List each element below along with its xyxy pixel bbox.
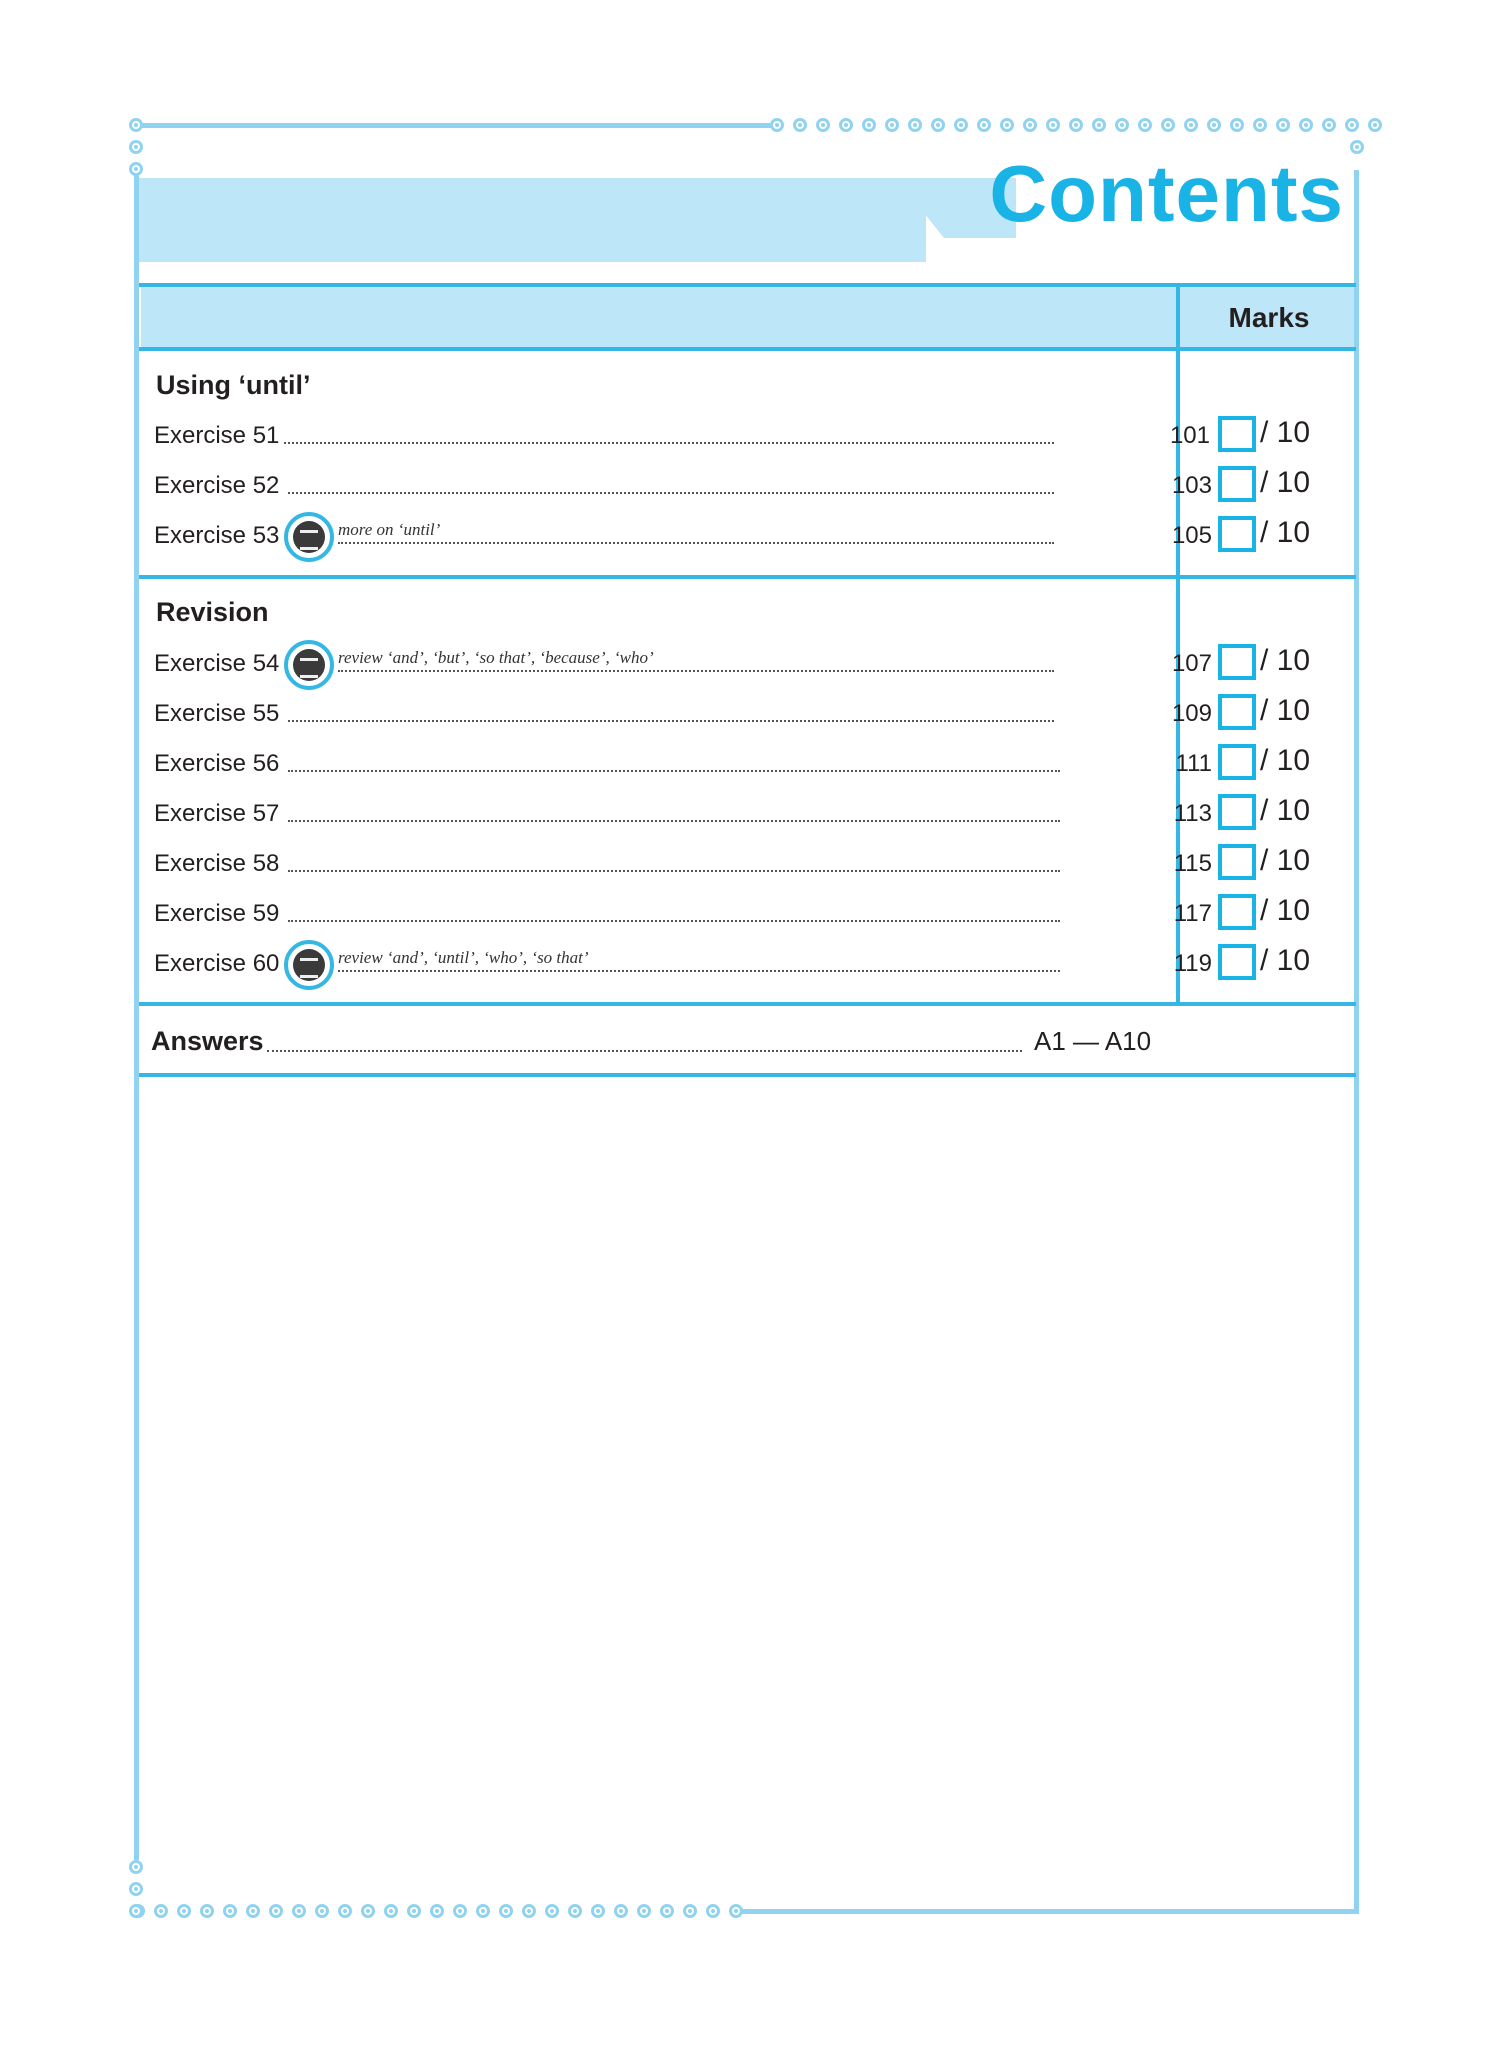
frame-top-line bbox=[136, 123, 771, 128]
frame-dots-top bbox=[770, 118, 1382, 132]
table-header-band bbox=[141, 287, 1354, 349]
page-number: 117 bbox=[1173, 900, 1212, 927]
frame-dot bbox=[614, 1904, 628, 1918]
mark-entry[interactable] bbox=[1218, 944, 1338, 984]
frame-dot bbox=[246, 1904, 260, 1918]
marks-column-title: Marks bbox=[1228, 302, 1310, 333]
frame-dot bbox=[1046, 118, 1060, 132]
mark-checkbox[interactable] bbox=[1218, 644, 1256, 680]
page-number: 105 bbox=[1171, 522, 1212, 549]
frame-dot bbox=[1276, 118, 1290, 132]
frame-dot bbox=[269, 1904, 283, 1918]
review-badge-icon bbox=[284, 940, 334, 990]
frame-dot bbox=[660, 1904, 674, 1918]
frame-dot bbox=[545, 1904, 559, 1918]
frame-dot bbox=[954, 118, 968, 132]
frame-dot bbox=[522, 1904, 536, 1918]
frame-dot bbox=[223, 1904, 237, 1918]
toc-row[interactable] bbox=[154, 696, 1212, 736]
frame-dot bbox=[292, 1904, 306, 1918]
mark-checkbox[interactable] bbox=[1218, 894, 1256, 930]
mark-out-of: / 10 bbox=[1260, 466, 1311, 499]
frame-dots-left-bottom bbox=[129, 1860, 143, 1918]
exercise-label: Exercise 59 bbox=[154, 900, 280, 927]
mark-out-of: / 10 bbox=[1260, 516, 1311, 549]
dot-leader bbox=[288, 770, 1060, 772]
mark-entry[interactable] bbox=[1218, 894, 1338, 934]
table-rule-revision-end bbox=[139, 1002, 1356, 1006]
frame-dot bbox=[1184, 118, 1198, 132]
mark-out-of: / 10 bbox=[1260, 844, 1311, 877]
frame-dot bbox=[1345, 118, 1359, 132]
toc-row[interactable] bbox=[154, 518, 1212, 558]
frame-dot bbox=[1253, 118, 1267, 132]
frame-dot bbox=[591, 1904, 605, 1918]
mark-out-of: / 10 bbox=[1260, 794, 1311, 827]
mark-out-of: / 10 bbox=[1260, 894, 1311, 927]
exercise-label: Exercise 52 bbox=[154, 472, 280, 499]
table-rule-answers-end bbox=[139, 1073, 1356, 1077]
frame-dot bbox=[315, 1904, 329, 1918]
frame-left-line bbox=[134, 170, 139, 1860]
frame-dot bbox=[1115, 118, 1129, 132]
section-title-revision: Revision bbox=[156, 597, 269, 627]
frame-dot bbox=[683, 1904, 697, 1918]
frame-dot bbox=[476, 1904, 490, 1918]
dot-leader bbox=[288, 870, 1060, 872]
mark-checkbox[interactable] bbox=[1218, 944, 1256, 980]
toc-row[interactable] bbox=[154, 646, 1212, 686]
page-number: 103 bbox=[1171, 472, 1212, 499]
exercise-label: Exercise 53 bbox=[154, 522, 280, 549]
frame-dot bbox=[1368, 118, 1382, 132]
dot-leader bbox=[288, 820, 1060, 822]
frame-dot bbox=[1299, 118, 1313, 132]
toc-row[interactable] bbox=[154, 946, 1212, 986]
dot-leader bbox=[338, 542, 1054, 544]
dot-leader bbox=[288, 492, 1054, 494]
frame-dot bbox=[1023, 118, 1037, 132]
mark-entry[interactable] bbox=[1218, 844, 1338, 884]
page-number: 113 bbox=[1173, 800, 1212, 827]
frame-dot bbox=[977, 118, 991, 132]
review-badge-icon bbox=[284, 512, 334, 562]
frame-right-line bbox=[1354, 170, 1359, 1912]
exercise-note: review ‘and’, ‘until’, ‘who’, ‘so that’ bbox=[338, 948, 589, 967]
page-number: 109 bbox=[1171, 700, 1212, 727]
frame-dot bbox=[1092, 118, 1106, 132]
exercise-label: Exercise 51 bbox=[154, 422, 280, 449]
header-band bbox=[139, 178, 926, 262]
frame-dot bbox=[885, 118, 899, 132]
frame-dots-left-top bbox=[129, 118, 143, 176]
frame-dot bbox=[862, 118, 876, 132]
frame-dot bbox=[1322, 118, 1336, 132]
table-rule-section bbox=[139, 575, 1356, 579]
page-number: 115 bbox=[1173, 850, 1212, 877]
frame-dot bbox=[1161, 118, 1175, 132]
frame-dot bbox=[430, 1904, 444, 1918]
dot-leader bbox=[288, 720, 1054, 722]
frame-dot bbox=[129, 140, 143, 154]
frame-dot bbox=[453, 1904, 467, 1918]
marks-column-divider bbox=[1176, 283, 1180, 1006]
mark-out-of: / 10 bbox=[1260, 744, 1311, 777]
mark-checkbox[interactable] bbox=[1218, 794, 1256, 830]
review-badge-icon bbox=[284, 640, 334, 690]
frame-dots-bottom bbox=[131, 1904, 743, 1918]
toc-row[interactable] bbox=[154, 896, 1212, 936]
frame-dot bbox=[200, 1904, 214, 1918]
mark-checkbox[interactable] bbox=[1218, 516, 1256, 552]
exercise-label: Exercise 60 bbox=[154, 950, 280, 977]
mark-entry[interactable] bbox=[1218, 794, 1338, 834]
table-rule-top bbox=[139, 283, 1356, 287]
frame-dot bbox=[384, 1904, 398, 1918]
toc-row[interactable] bbox=[154, 468, 1212, 508]
mark-checkbox[interactable] bbox=[1218, 744, 1256, 780]
frame-dot bbox=[908, 118, 922, 132]
mark-out-of: / 10 bbox=[1260, 694, 1311, 727]
frame-dot bbox=[129, 1904, 143, 1918]
frame-dot bbox=[338, 1904, 352, 1918]
frame-dot bbox=[1230, 118, 1244, 132]
exercise-label: Exercise 56 bbox=[154, 750, 280, 777]
exercise-label: Exercise 55 bbox=[154, 700, 280, 727]
frame-dot bbox=[1138, 118, 1152, 132]
frame-dots-right-top bbox=[1350, 140, 1364, 154]
frame-dot bbox=[793, 118, 807, 132]
dot-leader bbox=[288, 920, 1060, 922]
mark-out-of: / 10 bbox=[1260, 944, 1311, 977]
frame-dot bbox=[1000, 118, 1014, 132]
exercise-label: Exercise 58 bbox=[154, 850, 280, 877]
section-title-until: Using ‘until’ bbox=[156, 370, 311, 400]
dot-leader bbox=[284, 442, 1054, 444]
frame-dot bbox=[499, 1904, 513, 1918]
frame-dot bbox=[931, 118, 945, 132]
page-number: 119 bbox=[1173, 950, 1212, 977]
mark-checkbox[interactable] bbox=[1218, 416, 1256, 452]
frame-dot bbox=[637, 1904, 651, 1918]
page-number: 107 bbox=[1171, 650, 1212, 677]
frame-dot bbox=[129, 1860, 143, 1874]
mark-entry[interactable] bbox=[1218, 744, 1338, 784]
dot-leader bbox=[267, 1050, 1022, 1052]
mark-entry[interactable] bbox=[1218, 416, 1338, 456]
toc-row[interactable] bbox=[154, 746, 1212, 786]
mark-entry[interactable] bbox=[1218, 516, 1338, 556]
answers-label[interactable]: Answers bbox=[151, 1026, 264, 1056]
mark-entry[interactable] bbox=[1218, 644, 1338, 684]
frame-dot bbox=[129, 162, 143, 176]
exercise-note: more on ‘until’ bbox=[338, 520, 441, 539]
dot-leader bbox=[338, 670, 1054, 672]
frame-dot bbox=[568, 1904, 582, 1918]
frame-dot bbox=[361, 1904, 375, 1918]
frame-dot bbox=[129, 118, 143, 132]
page-title: Contents bbox=[989, 149, 1344, 238]
mark-out-of: / 10 bbox=[1260, 416, 1311, 449]
frame-dot bbox=[816, 118, 830, 132]
exercise-label: Exercise 57 bbox=[154, 800, 280, 827]
frame-dot bbox=[706, 1904, 720, 1918]
frame-dot bbox=[1069, 118, 1083, 132]
mark-entry[interactable] bbox=[1218, 466, 1338, 506]
toc-row[interactable] bbox=[154, 796, 1212, 836]
exercise-note: review ‘and’, ‘but’, ‘so that’, ‘because’, ‘who’ bbox=[338, 648, 654, 667]
mark-out-of: / 10 bbox=[1260, 644, 1311, 677]
answers-pages: A1 — A10 bbox=[1034, 1026, 1152, 1056]
frame-dot bbox=[770, 118, 784, 132]
toc-row[interactable] bbox=[154, 846, 1212, 886]
frame-bottom-line bbox=[737, 1909, 1359, 1914]
toc-row[interactable] bbox=[154, 418, 1210, 458]
table-rule-header bbox=[139, 347, 1356, 351]
frame-dot bbox=[729, 1904, 743, 1918]
page-number: 101 bbox=[1169, 422, 1210, 449]
frame-dot bbox=[1350, 140, 1364, 154]
mark-checkbox[interactable] bbox=[1218, 466, 1256, 502]
frame-dot bbox=[177, 1904, 191, 1918]
frame-dot bbox=[839, 118, 853, 132]
mark-entry[interactable] bbox=[1218, 694, 1338, 734]
frame-dot bbox=[1207, 118, 1221, 132]
frame-dot bbox=[407, 1904, 421, 1918]
exercise-label: Exercise 54 bbox=[154, 650, 280, 677]
page-number: 111 bbox=[1175, 750, 1212, 777]
mark-checkbox[interactable] bbox=[1218, 694, 1256, 730]
frame-dot bbox=[129, 1882, 143, 1896]
frame-dot bbox=[154, 1904, 168, 1918]
dot-leader bbox=[338, 970, 1060, 972]
mark-checkbox[interactable] bbox=[1218, 844, 1256, 880]
